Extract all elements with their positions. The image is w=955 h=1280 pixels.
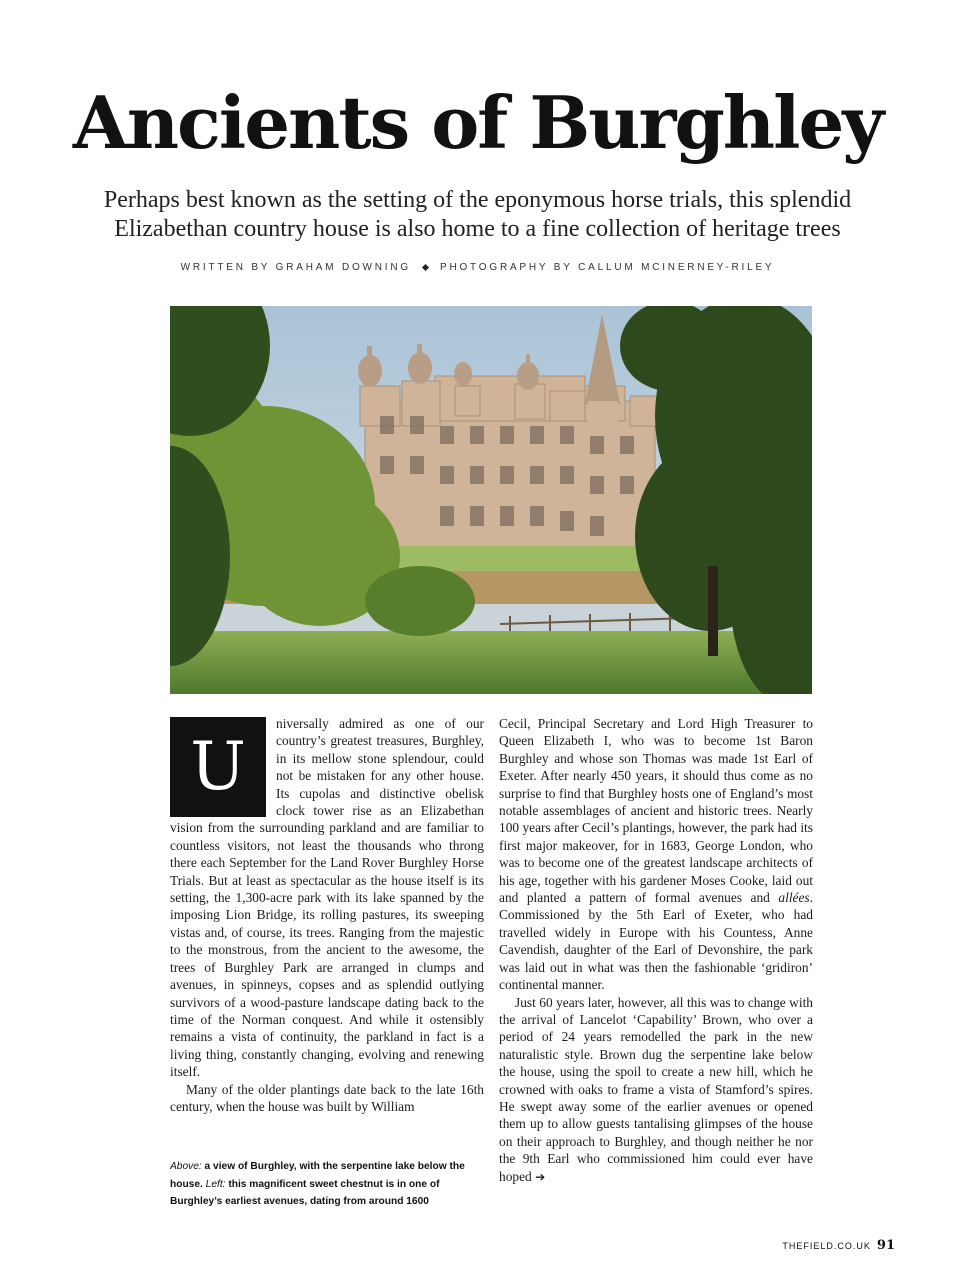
paragraph-1 [170, 715, 484, 1081]
diamond-icon [422, 264, 429, 271]
byline-photographer: PHOTOGRAPHY BY CALLUM MCINERNEY-RILEY [439, 262, 775, 273]
photo-caption [170, 1158, 484, 1211]
paragraph-2: Many of the older plantings date back to the late 16th century, when the house was built by William [170, 1081, 484, 1114]
caption-text-left: this magnificent sweet chestnut is in one of Burghley’s earliest avenues, dating from around 1600 [170, 1178, 440, 1207]
footer-site: THEFIELD.CO.UK [782, 1241, 871, 1251]
article-title: Ancients of Burghley [72, 80, 883, 165]
byline [0, 262, 955, 273]
continue-arrow-icon: ➔ [535, 1169, 546, 1184]
drop-cap: U [170, 717, 266, 817]
paragraph-3-italic: allées [778, 890, 810, 906]
burghley-house-photo [170, 306, 812, 694]
caption-label-left: Left: [205, 1178, 226, 1190]
photo-illustration [170, 306, 812, 694]
standfirst: Perhaps best known as the setting of the eponymous horse trials, this splendid Elizabethan country house is also home to a fine collection of heritage trees [103, 187, 852, 242]
article-column-left [170, 715, 484, 1115]
caption-label-above: Above: [170, 1161, 202, 1172]
paragraph-3 [499, 715, 813, 994]
paragraph-4-text: Just 60 years later, however, all this was to change with the arrival of Lancelot ‘Capability’ Brown, who over a period of 24 years remodelled the park in the new naturalistic style. Brown dug the serpentine lake below the house, using the spoil to create a new hill, which he crowned with oaks to frame a vista of Stamford’s spires. He swept away some of the earlier avenues or opened them up to allow guests tantalising glimpses of the house on their approach to Burghley, and though neither he nor the 9th Earl who commissioned him could ever have hoped [499, 994, 813, 1184]
byline-writer: WRITTEN BY GRAHAM DOWNING [180, 262, 411, 273]
caption-text-above: a view of Burghley, with the serpentine lake below the house. [170, 1161, 465, 1190]
paragraph-1-text: niversally admired as one of our country’s greatest treasures, Burghley, in its mellow stone splendour, could not be mistaken for any other house. Its cupolas and distinctive obelisk clock tower rise as an Elizabethan vision from the surrounding parkland and are familiar to countless visitors, not least the thousands who throng there each September for the Land Rover Burghley Horse Trials. But at least as spectacular as the house itself is its setting, the 1,300-acre park with its lake spanned by the imposing Lion Bridge, its rolling pastures, its sweeping vistas and, of course, its trees. Ranging from the majestic to the monstrous, from the ancient to the awesome, the trees of Burghley Park are arranged in clumps and avenues, in spinneys, copses and as splendid outlying survivors of a wood-pasture landscape dating back to the time of the Norman conquest. And while it ostensibly remains a vista of continuity, the parkland in fact is a living thing, constantly changing, evolving and renewing itself. [170, 716, 484, 1080]
paragraph-3-text-b: . Commissioned by the 5th Earl of Exeter, who had travelled widely in Europe with his Countess, Anne Cavendish, daughter of the Earl of Devonshire, the park was laid out in what was then the fashionable ‘gridiron’ continental manner. [499, 890, 813, 993]
page-footer [782, 1236, 895, 1254]
page-number: 91 [876, 1238, 895, 1253]
paragraph-4 [499, 994, 813, 1186]
paragraph-3-text-a: Cecil, Principal Secretary and Lord High Treasurer to Queen Elizabeth I, who was to become 1st Baron Burghley and whose son Thomas was made 1st Earl of Exeter. After nearly 450 years, it should thus come as no surprise to find that Burghley hosts one of England’s most notable assemblages of ancient and historic trees. Nearly 100 years after Cecil’s plantings, however, the park had its first major makeover, for in 1683, George London, who was to become one of the greatest landscape architects of his age, together with his gardener Moses Cooke, laid out and planted a pattern of formal avenues and [499, 716, 813, 906]
article-column-right [499, 715, 813, 1186]
